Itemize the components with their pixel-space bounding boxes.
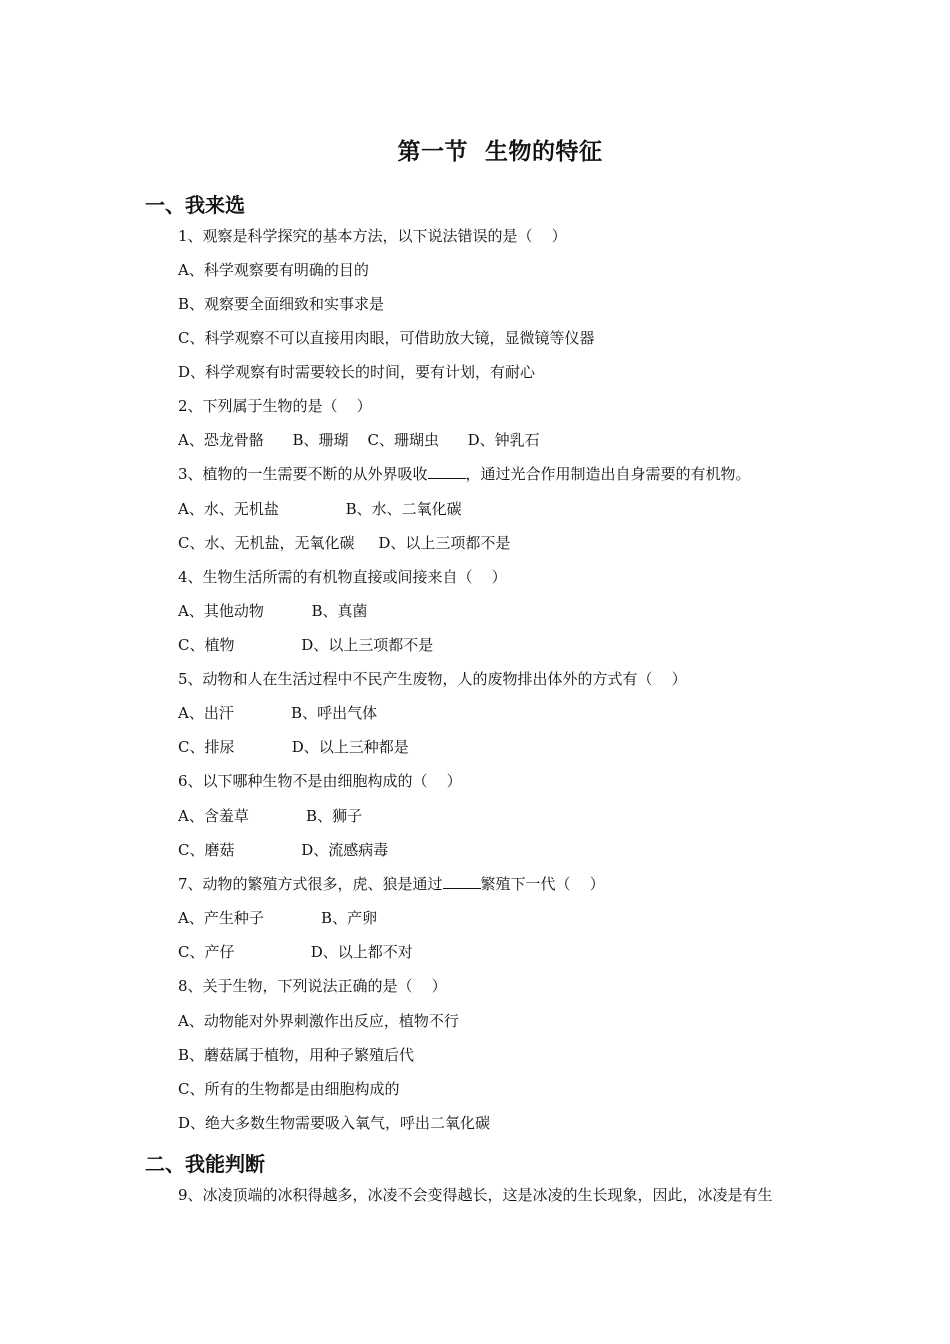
question-8-option-b: B、蘑菇属于植物，用种子繁殖后代 (178, 1046, 415, 1064)
question-3-options-row-2: C、水、无机盐，无氧化碳 D、以上三项都不是 (178, 534, 511, 552)
section-heading-judge: 二、我能判断 (145, 1152, 265, 1176)
question-7-options-row-1: A、产生种子 B、产卵 (178, 909, 378, 927)
question-8-option-a: A、动物能对外界刺激作出反应，植物不行 (178, 1012, 459, 1030)
question-3-stem-before: 3、植物的一生需要不断的从外界吸收 (178, 465, 428, 483)
question-7-stem-before: 7、动物的繁殖方式很多，虎、狼是通过 (178, 875, 443, 893)
question-1-option-c: C、科学观察不可以直接用肉眼，可借助放大镜，显微镜等仪器 (178, 329, 595, 347)
question-2-stem: 2、下列属于生物的是（ ） (178, 397, 372, 415)
question-7-stem-after: 繁殖下一代（ ） (480, 875, 605, 893)
question-1-option-d: D、科学观察有时需要较长的时间，要有计划，有耐心 (178, 363, 536, 381)
question-7-options-row-2: C、产仔 D、以上都不对 (178, 943, 413, 961)
question-3-options-row-1: A、水、无机盐 B、水、二氧化碳 (178, 500, 462, 518)
answer-blank (443, 874, 481, 889)
question-5-options-row-1: A、出汗 B、呼出气体 (178, 704, 378, 722)
question-6-stem: 6、以下哪种生物不是由细胞构成的（ ） (178, 772, 462, 790)
question-7-stem (178, 874, 605, 894)
question-4-options-row-1: A、其他动物 B、真菌 (178, 602, 368, 620)
answer-blank (428, 464, 466, 479)
question-1-option-a: A、科学观察要有明确的目的 (178, 261, 369, 279)
question-6-options-row-1: A、含羞草 B、狮子 (178, 807, 363, 825)
question-8-option-d: D、绝大多数生物需要吸入氧气，呼出二氧化碳 (178, 1114, 491, 1132)
question-1-stem: 1、观察是科学探究的基本方法，以下说法错误的是（ ） (178, 227, 567, 245)
question-1-option-b: B、观察要全面细致和实事求是 (178, 295, 385, 313)
question-6-options-row-2: C、磨菇 D、流感病毒 (178, 841, 389, 859)
page-title: 第一节 生物的特征 (397, 138, 603, 165)
question-5-options-row-2: C、排尿 D、以上三种都是 (178, 738, 409, 756)
question-2-options: A、恐龙骨骼 B、珊瑚 C、珊瑚虫 D、钟乳石 (178, 431, 540, 449)
question-4-stem: 4、生物生活所需的有机物直接或间接来自（ ） (178, 568, 507, 586)
question-4-options-row-2: C、植物 D、以上三项都不是 (178, 636, 434, 654)
question-3-stem (178, 464, 751, 484)
question-9-stem: 9、冰凌顶端的冰积得越多，冰凌不会变得越长，这是冰凌的生长现象，因此，冰凌是有生 (178, 1186, 773, 1204)
section-heading-choice: 一、我来选 (145, 193, 245, 217)
question-8-stem: 8、关于生物，下列说法正确的是（ ） (178, 977, 447, 995)
question-8-option-c: C、所有的生物都是由细胞构成的 (178, 1080, 400, 1098)
question-5-stem: 5、动物和人在生活过程中不民产生废物，人的废物排出体外的方式有（ ） (178, 670, 687, 688)
question-3-stem-after: ，通过光合作用制造出自身需要的有机物。 (465, 465, 751, 483)
